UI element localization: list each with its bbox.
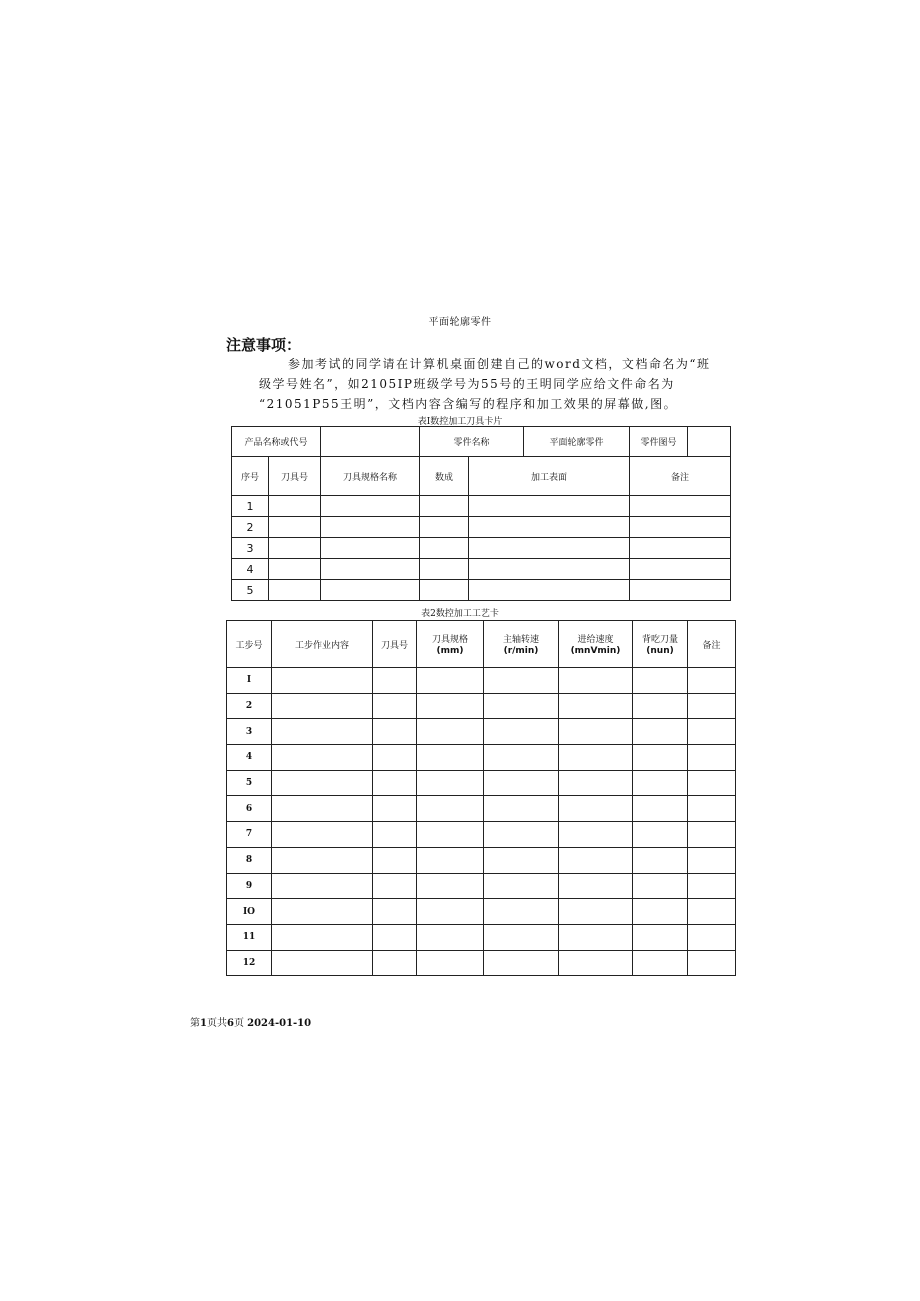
table-cell (688, 899, 736, 925)
table-row (227, 770, 736, 796)
table-cell (417, 745, 484, 771)
table-cell (630, 580, 731, 601)
table1-caption: 表I数控加工刀具卡片 (417, 417, 503, 427)
table-cell (633, 822, 688, 848)
table-cell (269, 517, 321, 538)
table-cell (272, 950, 373, 976)
table-cell (484, 770, 559, 796)
table-row (232, 580, 731, 601)
notes-line-1: 参加考试的同学请在计算机桌面创建自己的word文档，文档命名为“班 (288, 357, 711, 371)
table-cell (688, 950, 736, 976)
row-number: 7 (227, 822, 272, 848)
table-row (227, 873, 736, 899)
table-row (227, 668, 736, 694)
table-cell (484, 847, 559, 873)
table-cell (420, 538, 469, 559)
table-cell (373, 770, 417, 796)
table-cell (688, 796, 736, 822)
table-cell (484, 668, 559, 694)
table-cell (559, 873, 633, 899)
table-cell (417, 668, 484, 694)
table-cell (373, 745, 417, 771)
product-name-value (321, 427, 420, 457)
table-row (227, 924, 736, 950)
table-cell (469, 517, 630, 538)
table-cell (688, 770, 736, 796)
col-header-tool-spec: 刀具规格名称 (321, 457, 420, 496)
table-cell (269, 580, 321, 601)
table-cell (484, 693, 559, 719)
table-cell (417, 950, 484, 976)
row-number: 2 (232, 517, 269, 538)
col-header-tool-no: 刀具号 (269, 457, 321, 496)
table-cell (633, 796, 688, 822)
table-cell (373, 899, 417, 925)
table-cell (373, 719, 417, 745)
notes-line-2: 级学号姓名”，如2105IP班级学号为55号的王明同学应给文件命名为 (259, 377, 675, 391)
table-row (232, 538, 731, 559)
notes-heading: 注意事项： (226, 336, 302, 354)
table-row (227, 822, 736, 848)
table-cell (272, 899, 373, 925)
row-number: 4 (227, 745, 272, 771)
table-cell (469, 496, 630, 517)
table-cell (272, 796, 373, 822)
col-header-tool-spec: 刀具规格 (mm) (417, 621, 484, 668)
part-name-label: 零件名称 (420, 427, 524, 457)
table-cell (469, 559, 630, 580)
table-cell (469, 580, 630, 601)
row-number: 4 (232, 559, 269, 580)
table-cell (417, 873, 484, 899)
table-cell (417, 847, 484, 873)
table-cell (417, 770, 484, 796)
tool-card-table (231, 426, 731, 601)
table2-caption: 表2数控加工工艺卡 (421, 609, 499, 619)
col-header-tool-no: 刀具号 (373, 621, 417, 668)
table-cell (630, 538, 731, 559)
table-row (227, 719, 736, 745)
table-cell (272, 719, 373, 745)
col-header-step-no: 工步号 (227, 621, 272, 668)
footer-prefix: 第 (190, 1018, 200, 1029)
table-cell (559, 924, 633, 950)
table1-info-row (232, 427, 731, 457)
table-cell (373, 873, 417, 899)
row-number: 3 (227, 719, 272, 745)
table-cell (484, 719, 559, 745)
table-cell (417, 822, 484, 848)
table-cell (272, 873, 373, 899)
table-cell (373, 796, 417, 822)
table-cell (373, 668, 417, 694)
row-number: 6 (227, 796, 272, 822)
table-cell (420, 580, 469, 601)
col-header-surface: 加工表面 (469, 457, 630, 496)
table-cell (630, 517, 731, 538)
table-cell (633, 924, 688, 950)
table-cell (321, 559, 420, 580)
footer-page-number: 1 (200, 1018, 207, 1029)
table-cell (688, 719, 736, 745)
table-cell (272, 924, 373, 950)
table-cell (272, 822, 373, 848)
table-cell (484, 796, 559, 822)
table-cell (688, 873, 736, 899)
table-row (227, 899, 736, 925)
table-cell (633, 719, 688, 745)
table-row (227, 796, 736, 822)
part-drawing-label: 零件图号 (630, 427, 688, 457)
row-number: 3 (232, 538, 269, 559)
table-cell (272, 745, 373, 771)
table-cell (559, 796, 633, 822)
col-header-feed-rate: 进给速度 (mnVmin) (559, 621, 633, 668)
table-cell (559, 693, 633, 719)
table-cell (559, 950, 633, 976)
row-number: I (227, 668, 272, 694)
table-cell (269, 496, 321, 517)
col-header-remarks: 备注 (688, 621, 736, 668)
table-cell (688, 924, 736, 950)
table-cell (559, 847, 633, 873)
table-cell (420, 559, 469, 580)
table-cell (417, 693, 484, 719)
table-cell (633, 950, 688, 976)
row-number: 9 (227, 873, 272, 899)
table-cell (559, 719, 633, 745)
row-number: 1 (232, 496, 269, 517)
table-row (232, 559, 731, 580)
col-header-quantity: 数成 (420, 457, 469, 496)
table-cell (633, 668, 688, 694)
table-cell (630, 496, 731, 517)
table-cell (373, 847, 417, 873)
notes-line-3: “21051P55王明”，文档内容含编写的程序和加工效果的屏幕做,图。 (259, 397, 678, 411)
table-row (227, 847, 736, 873)
table-cell (559, 822, 633, 848)
table-cell (321, 517, 420, 538)
table-cell (688, 668, 736, 694)
row-number: 5 (232, 580, 269, 601)
table-cell (633, 899, 688, 925)
table-cell (559, 668, 633, 694)
table-cell (272, 847, 373, 873)
col-header-cut-depth: 背吃刀量 (nun) (633, 621, 688, 668)
page-footer (190, 1014, 311, 1029)
table-cell (688, 693, 736, 719)
col-header-seq: 序号 (232, 457, 269, 496)
table-cell (688, 822, 736, 848)
table-cell (630, 559, 731, 580)
table-cell (484, 899, 559, 925)
footer-total-pages: 6 (226, 1018, 234, 1029)
table2-header-row (227, 621, 736, 668)
table-cell (633, 693, 688, 719)
table-cell (484, 950, 559, 976)
table-cell (633, 745, 688, 771)
table-cell (321, 496, 420, 517)
col-header-spindle-speed: 主轴转速 (r/min) (484, 621, 559, 668)
table-cell (373, 924, 417, 950)
table-row (227, 745, 736, 771)
table-cell (272, 693, 373, 719)
table-cell (469, 538, 630, 559)
footer-middle: 页共 (206, 1018, 227, 1029)
table-cell (417, 719, 484, 745)
table-cell (420, 496, 469, 517)
table-cell (484, 924, 559, 950)
row-number: 2 (227, 693, 272, 719)
table-row (232, 517, 731, 538)
process-card-table (226, 620, 736, 976)
table-cell (688, 745, 736, 771)
table-cell (417, 899, 484, 925)
table-cell (321, 580, 420, 601)
table-cell (373, 693, 417, 719)
col-header-remarks: 备注 (630, 457, 731, 496)
table-cell (272, 668, 373, 694)
part-name-value: 平面轮廓零件 (524, 427, 630, 457)
row-number: 5 (227, 770, 272, 796)
table-cell (484, 745, 559, 771)
table1-header-row (232, 457, 731, 496)
product-name-label: 产品名称或代号 (232, 427, 321, 457)
row-number: IO (227, 899, 272, 925)
footer-date: 2024-01-10 (247, 1018, 312, 1029)
table-cell (633, 770, 688, 796)
table-cell (272, 770, 373, 796)
table-cell (373, 950, 417, 976)
row-number: 12 (227, 950, 272, 976)
page-header-title: 平面轮廓零件 (428, 317, 492, 328)
row-number: 11 (227, 924, 272, 950)
table-cell (559, 745, 633, 771)
table-cell (633, 873, 688, 899)
table-cell (484, 822, 559, 848)
table-cell (269, 559, 321, 580)
table-row (227, 950, 736, 976)
table-row (232, 496, 731, 517)
table-cell (688, 847, 736, 873)
col-header-step-content: 工步作业内容 (272, 621, 373, 668)
table-cell (484, 873, 559, 899)
table-cell (417, 796, 484, 822)
footer-suffix: 页 (233, 1018, 244, 1029)
table-cell (420, 517, 469, 538)
table-row (227, 693, 736, 719)
table-cell (417, 924, 484, 950)
table-cell (633, 847, 688, 873)
table-cell (321, 538, 420, 559)
table-cell (373, 822, 417, 848)
row-number: 8 (227, 847, 272, 873)
table-cell (269, 538, 321, 559)
part-drawing-value (688, 427, 731, 457)
table-cell (559, 899, 633, 925)
table-cell (559, 770, 633, 796)
